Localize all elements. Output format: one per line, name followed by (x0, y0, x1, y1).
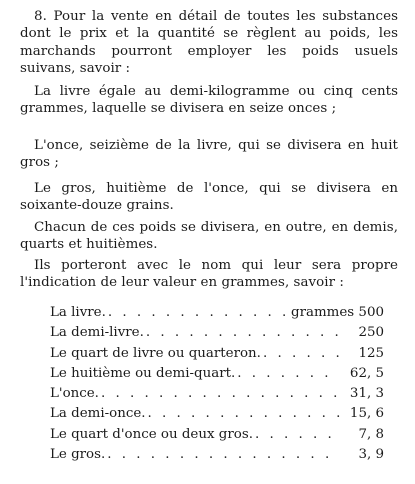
table-row (50, 386, 390, 406)
leader-dots (99, 386, 340, 401)
table-row (50, 366, 390, 386)
weights-table (50, 305, 390, 467)
leader-dots (105, 447, 340, 462)
table-row (50, 406, 390, 426)
leader-dots (235, 366, 340, 381)
leader-dots (144, 325, 340, 340)
weight-name: Le huitième ou demi-quart. (50, 365, 236, 381)
weight-name: Le gros. (50, 447, 106, 463)
table-row (50, 325, 390, 345)
weight-value: 62, 5 (349, 365, 384, 381)
leader-dots (106, 305, 291, 320)
table-row (50, 447, 390, 467)
table-row (50, 346, 390, 366)
leader-dots (261, 346, 340, 361)
weight-name: La demi-once. (50, 406, 146, 422)
weight-name: Le quart d'once ou deux gros. (50, 426, 253, 442)
leader-dots (146, 406, 341, 421)
paragraph-indication: Ils porteront avec le nom qui leur sera propre l'indication de leur valeur en grammes, savoir : (20, 258, 398, 291)
weight-value: 3, 9 (358, 447, 384, 463)
paragraph-livre: La livre égale au demi-kilogramme ou cinq cents grammes, laquelle se divisera en seize onces ; (20, 84, 398, 117)
weight-value: 7, 8 (358, 426, 384, 442)
weight-value: 125 (358, 345, 384, 361)
paragraph-once: L'once, seizième de la livre, qui se divisera en huit gros ; (20, 138, 398, 171)
paragraph-gros: Le gros, huitième de l'once, qui se divisera en soixante-douze grains. (20, 181, 398, 214)
weight-value: 250 (358, 325, 384, 341)
weight-value: 31, 3 (349, 386, 384, 402)
weight-value: grammes 500 (291, 305, 384, 320)
weight-value: 15, 6 (349, 406, 384, 422)
weight-name: Le quart de livre ou quarteron. (50, 345, 261, 361)
table-row (50, 305, 390, 325)
paragraph-article-8: 8. Pour la vente en détail de toutes les substances dont le prix et la quantité se règlent au poids, les marchands pourront employer les poids usuels suivans, savoir : (20, 9, 398, 77)
weight-name: La demi-livre. (50, 325, 144, 341)
table-row (50, 427, 390, 447)
leader-dots (253, 427, 340, 442)
weight-name: L'once. (50, 386, 99, 402)
weight-name: La livre. (50, 305, 106, 320)
paragraph-divisions: Chacun de ces poids se divisera, en outre, en demis, quarts et huitièmes. (20, 220, 398, 253)
